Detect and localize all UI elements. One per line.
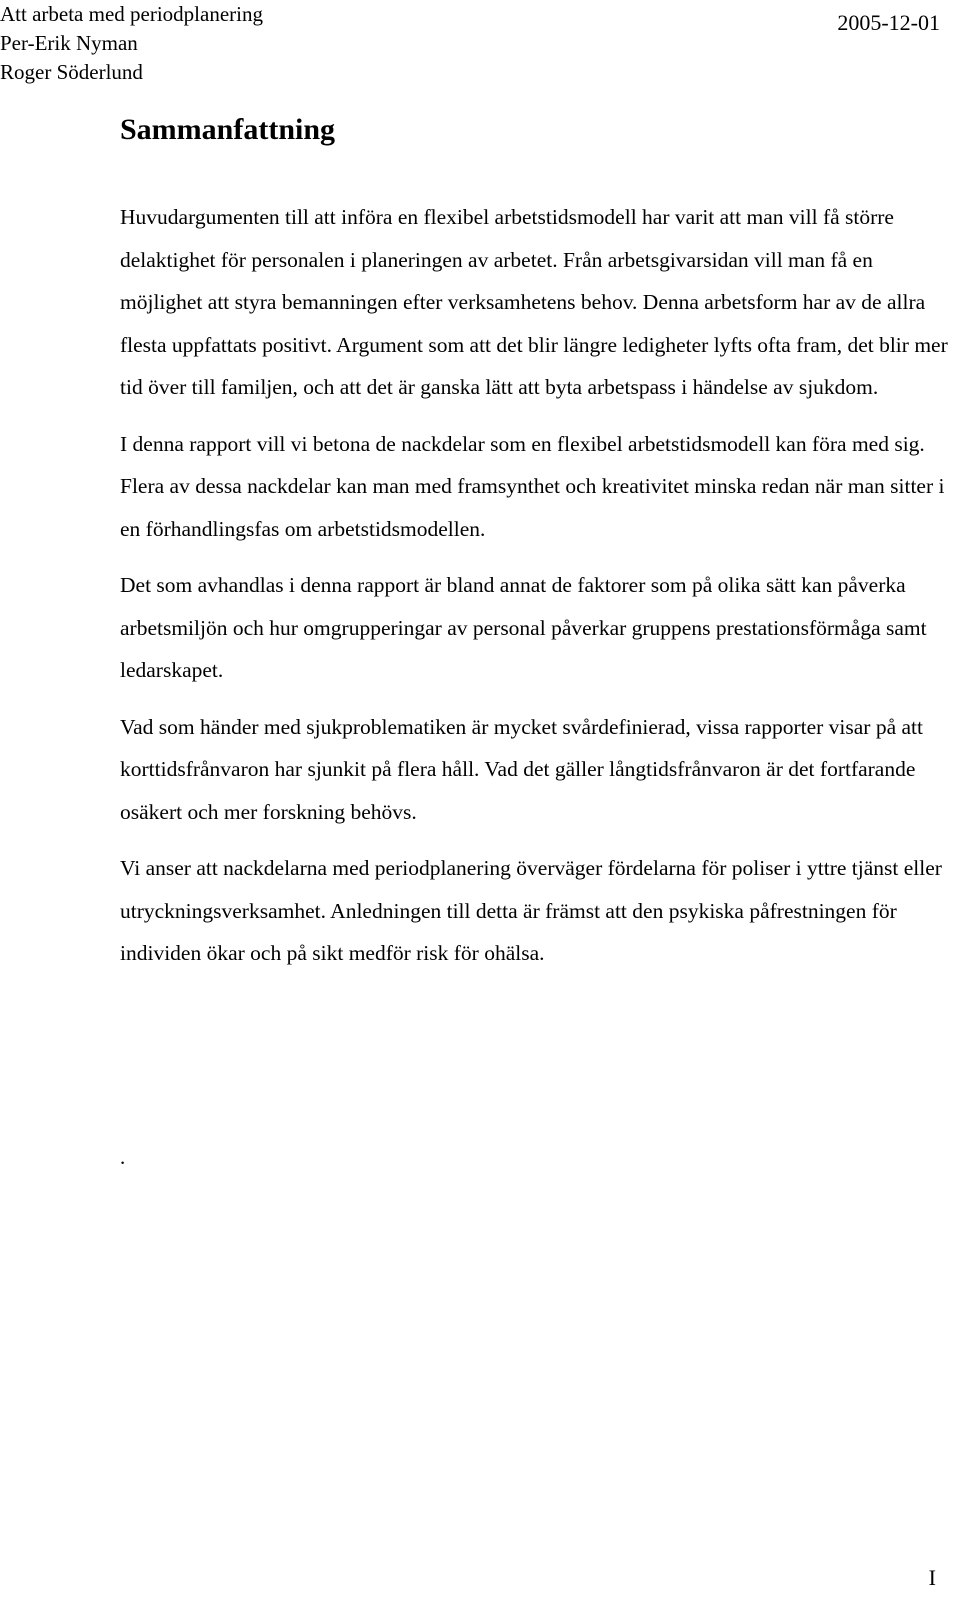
document-date: 2005-12-01	[837, 10, 940, 35]
document-header	[0, 0, 263, 87]
author-name: Roger Söderlund	[0, 60, 143, 84]
paragraph: Vi anser att nackdelarna med periodplanering överväger fördelarna för poliser i yttre tjänst eller utryckningsverksamhet. Anledningen till detta är främst att den psykiska påfrestningen för individen ökar och på sikt medför risk för ohälsa.	[120, 856, 942, 965]
paragraph: I denna rapport vill vi betona de nackdelar som en flexibel arbetstidsmodell kan föra med sig. Flera av dessa nackdelar kan man med framsynthet och kreativitet minska redan när man sitter i en förhandlingsfas om arbetstidsmodellen.	[120, 431, 945, 541]
page-number: I	[928, 1565, 936, 1590]
report-title: Att arbeta med periodplanering	[0, 2, 263, 26]
paragraph: Det som avhandlas i denna rapport är bland annat de faktorer som på olika sätt kan påverka arbetsmiljön och hur omgrupperingar av personal påverkar gruppens prestationsförmåga samt ledarskapet.	[120, 573, 927, 682]
paragraph: Vad som händer med sjukproblematiken är mycket svårdefinierad, vissa rapporter visar på att korttidsfrånvaron har sjunkit på flera håll. Vad det gäller långtidsfrånvaron är det fortfarande osäkert och mer forskning behövs.	[120, 714, 923, 824]
author-name: Per-Erik Nyman	[0, 31, 138, 55]
section-heading: Sammanfattning	[120, 113, 336, 146]
trailing-mark: .	[120, 1145, 126, 1169]
summary-body	[120, 196, 950, 989]
paragraph: Huvudargumenten till att införa en flexibel arbetstidsmodell har varit att man vill få större delaktighet för personalen i planeringen av arbetet. Från arbetsgivarsidan vill man få en möjlighet att styra bemanningen efter verksamhetens behov. Denna arbetsform har av de allra flesta uppfattats positivt. Argument som att det blir längre ledigheter lyfts ofta fram, det blir mer tid över till familjen, och att det är ganska lätt att byta arbetspass i händelse av sjukdom.	[120, 205, 948, 399]
